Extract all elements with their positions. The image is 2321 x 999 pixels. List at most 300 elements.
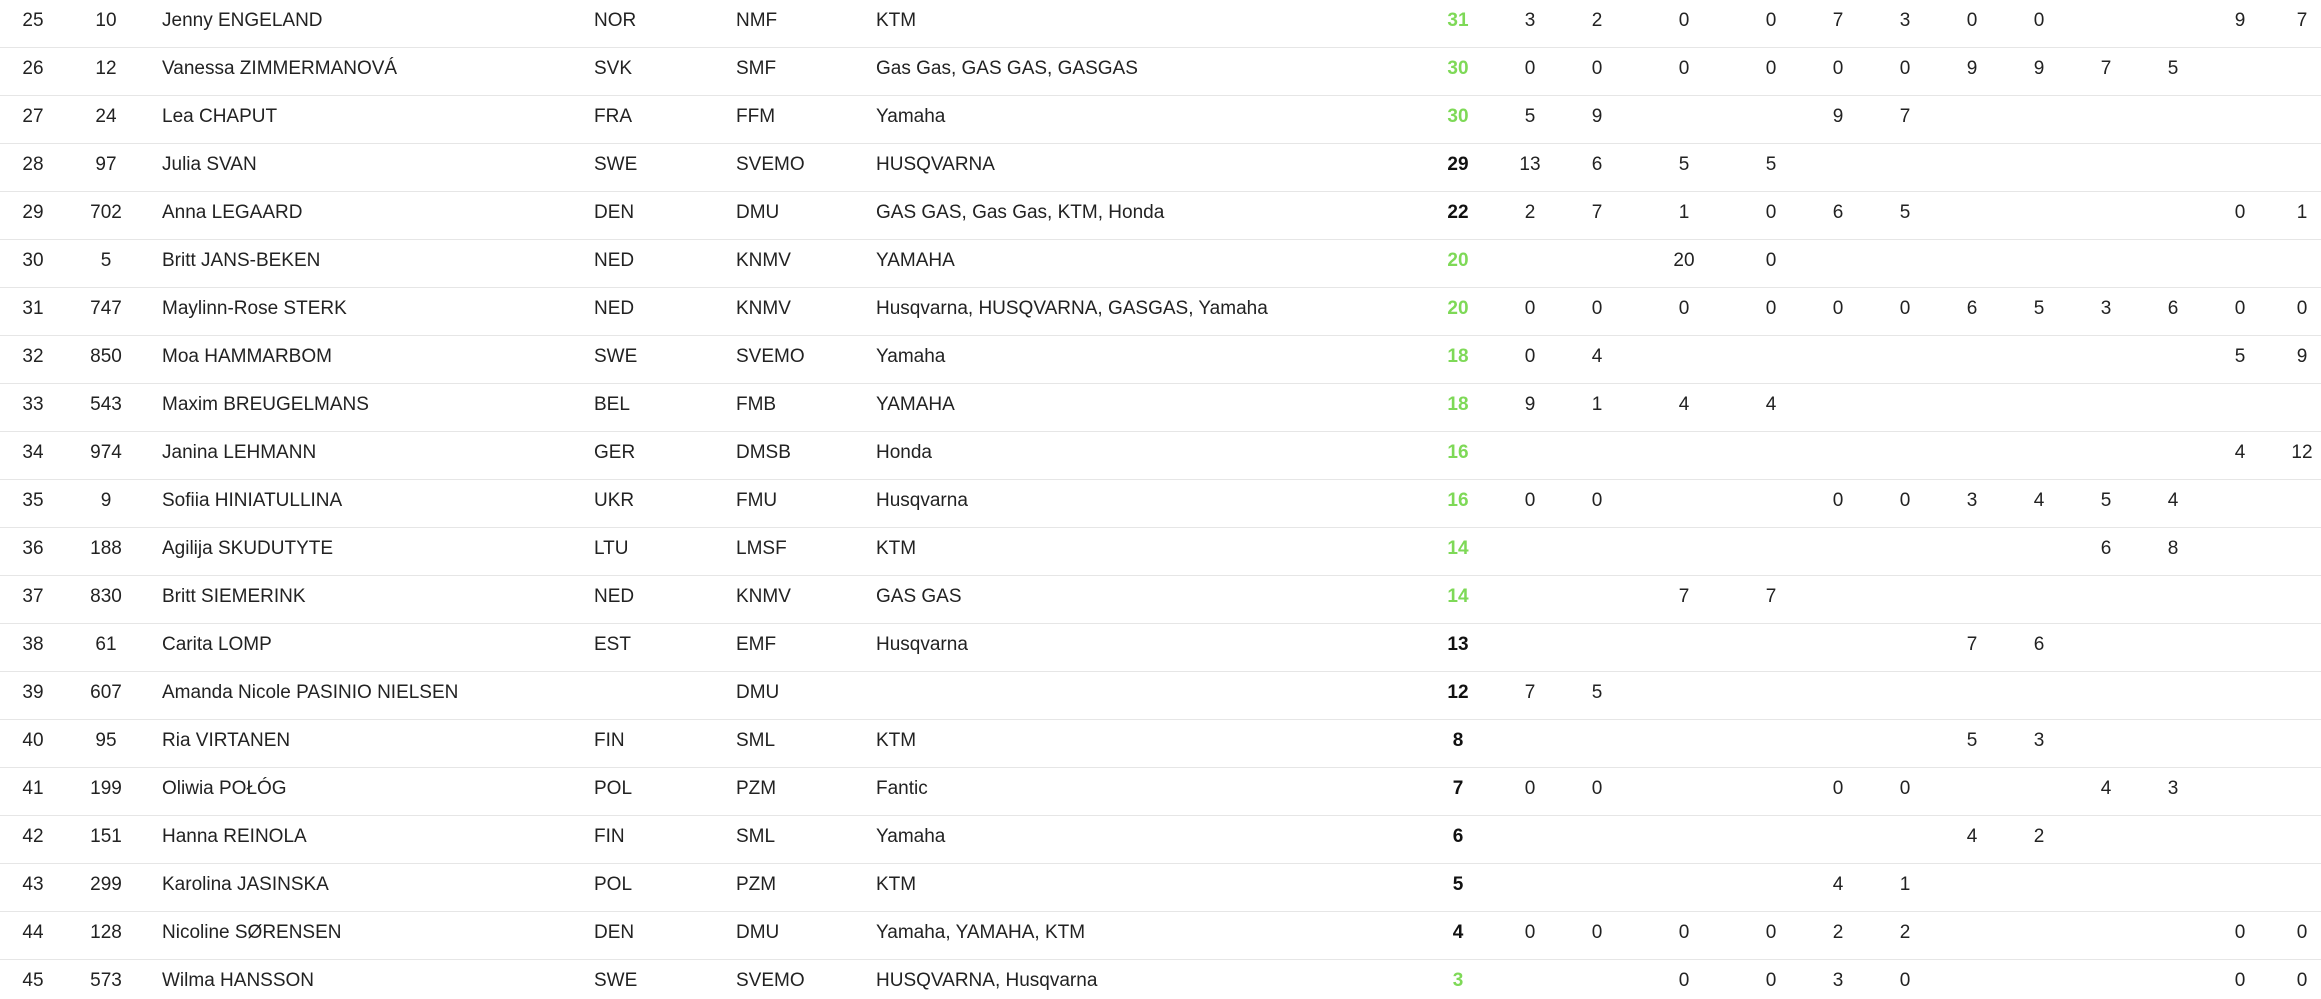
race-points-cell [2143, 384, 2203, 432]
race-points-cell: 3 [2033, 730, 2045, 751]
race-points-cell: 0 [1899, 58, 1911, 79]
rider-number-cell: 830 [90, 586, 122, 607]
rider-name-link[interactable]: Karolina JASINSKA [162, 874, 329, 895]
brand-cell: Fantic [876, 778, 928, 799]
race-points-cell [1500, 576, 1560, 624]
race-points-cell [1875, 240, 1935, 288]
table-row[interactable] [0, 912, 2321, 960]
race-points-cell [2210, 384, 2270, 432]
federation-cell: DMU [736, 202, 780, 223]
rider-number-cell: 607 [90, 682, 122, 703]
race-points-cell: 7 [1678, 586, 1690, 607]
race-points-cell [1500, 864, 1560, 912]
race-points-cell: 0 [1524, 490, 1536, 511]
race-points-cell [2272, 528, 2321, 576]
race-points-cell: 0 [1765, 922, 1777, 943]
rider-name-link[interactable]: Lea CHAPUT [162, 106, 278, 127]
brand-cell: Gas Gas, GAS GAS, GASGAS [876, 58, 1138, 79]
race-points-cell [2076, 624, 2136, 672]
race-points-cell [2143, 960, 2203, 999]
position-cell: 40 [22, 730, 44, 751]
brand-cell: Yamaha [876, 346, 946, 367]
race-points-cell [2272, 576, 2321, 624]
race-points-cell: 5 [2234, 346, 2246, 367]
race-points-cell: 1 [1678, 202, 1690, 223]
race-points-cell [2210, 864, 2270, 912]
position-cell: 36 [22, 538, 44, 559]
rider-number-cell: 5 [100, 250, 112, 271]
race-points-cell: 4 [1966, 826, 1978, 847]
race-points-cell [1500, 624, 1560, 672]
race-points-cell [2009, 192, 2069, 240]
table-row[interactable] [0, 432, 2321, 480]
rider-number-cell: 95 [95, 730, 117, 751]
race-points-cell: 7 [1591, 202, 1603, 223]
race-points-cell [2272, 864, 2321, 912]
race-points-cell [1942, 672, 2002, 720]
brand-cell: Yamaha, YAMAHA, KTM [876, 922, 1086, 943]
race-points-cell [2009, 960, 2069, 999]
rider-name-link[interactable]: Sofiia HINIATULLINA [162, 490, 343, 511]
nationality-cell: POL [594, 874, 633, 895]
race-points-cell [1567, 720, 1627, 768]
rider-name-link[interactable]: Maylinn-Rose STERK [162, 298, 347, 319]
race-points-cell [1567, 624, 1627, 672]
race-points-cell [1875, 144, 1935, 192]
race-points-cell [2143, 576, 2203, 624]
rider-name-link[interactable]: Britt JANS-BEKEN [162, 250, 321, 271]
points-cell: 30 [1447, 106, 1469, 127]
race-points-cell [1567, 960, 1627, 999]
table-row[interactable] [0, 624, 2321, 672]
rider-name-link[interactable]: Maxim BREUGELMANS [162, 394, 369, 415]
race-points-cell: 20 [1673, 250, 1695, 271]
race-points-cell: 0 [1899, 298, 1911, 319]
federation-cell: PZM [736, 778, 777, 799]
race-points-cell [2009, 432, 2069, 480]
race-points-cell [1741, 96, 1801, 144]
race-points-cell [1875, 672, 1935, 720]
race-points-cell [2272, 480, 2321, 528]
federation-cell: SVEMO [736, 346, 805, 367]
nationality-cell: SVK [594, 58, 633, 79]
table-row[interactable] [0, 192, 2321, 240]
race-points-cell [1942, 240, 2002, 288]
position-cell: 39 [22, 682, 44, 703]
federation-cell: NMF [736, 10, 778, 31]
race-points-cell [2272, 816, 2321, 864]
rider-number-cell: 199 [90, 778, 122, 799]
race-points-cell: 3 [1899, 10, 1911, 31]
rider-number-cell: 543 [90, 394, 122, 415]
race-points-cell [2272, 624, 2321, 672]
race-points-cell: 4 [2167, 490, 2179, 511]
race-points-cell [2076, 720, 2136, 768]
position-cell: 35 [22, 490, 44, 511]
race-points-cell [2143, 864, 2203, 912]
race-points-cell [2009, 768, 2069, 816]
rider-name-link[interactable]: Britt SIEMERINK [162, 586, 306, 607]
rider-name-link[interactable]: Carita LOMP [162, 634, 272, 655]
race-points-cell [2272, 144, 2321, 192]
race-points-cell [1942, 192, 2002, 240]
race-points-cell [1942, 912, 2002, 960]
race-points-cell [1741, 816, 1801, 864]
race-points-cell [1942, 528, 2002, 576]
race-points-cell [1808, 432, 1868, 480]
race-points-cell: 5 [1966, 730, 1978, 751]
nationality-cell: EST [594, 634, 631, 655]
federation-cell: DMU [736, 682, 780, 703]
race-points-cell: 4 [1591, 346, 1603, 367]
position-cell: 42 [22, 826, 44, 847]
brand-cell: KTM [876, 874, 917, 895]
race-points-cell [1654, 768, 1714, 816]
race-points-cell: 0 [1765, 58, 1777, 79]
race-points-cell [2143, 624, 2203, 672]
rider-name-link[interactable]: Jenny ENGELAND [162, 10, 323, 31]
race-points-cell: 2 [2033, 826, 2045, 847]
rider-number-cell: 702 [90, 202, 122, 223]
race-points-cell: 7 [2100, 58, 2112, 79]
rider-number-cell: 61 [95, 634, 117, 655]
race-points-cell [2143, 0, 2203, 48]
rider-number-cell: 128 [90, 922, 122, 943]
race-points-cell [1808, 720, 1868, 768]
nationality-cell: DEN [594, 202, 635, 223]
race-points-cell [2210, 816, 2270, 864]
race-points-cell [2009, 672, 2069, 720]
race-points-cell: 0 [2033, 10, 2045, 31]
table-row[interactable] [0, 768, 2321, 816]
position-cell: 44 [22, 922, 44, 943]
rider-name-link[interactable]: Janina LEHMANN [162, 442, 317, 463]
race-points-cell [2076, 144, 2136, 192]
federation-cell: SMF [736, 58, 777, 79]
race-points-cell [1942, 96, 2002, 144]
race-points-cell: 4 [1765, 394, 1777, 415]
race-points-cell [2009, 144, 2069, 192]
race-points-cell: 9 [1966, 58, 1978, 79]
race-points-cell [1942, 768, 2002, 816]
race-points-cell: 9 [2296, 346, 2308, 367]
table-row[interactable] [0, 96, 2321, 144]
race-points-cell [2210, 672, 2270, 720]
rider-name-link[interactable]: Moa HAMMARBOM [162, 346, 332, 367]
position-cell: 32 [22, 346, 44, 367]
race-points-cell [2076, 336, 2136, 384]
race-points-cell: 0 [2234, 922, 2246, 943]
rider-number-cell: 10 [95, 10, 117, 31]
race-points-cell: 5 [1765, 154, 1777, 175]
rider-name-link[interactable]: Ria VIRTANEN [162, 730, 291, 751]
federation-cell: LMSF [736, 538, 787, 559]
race-points-cell: 0 [1765, 250, 1777, 271]
race-points-cell: 1 [1591, 394, 1603, 415]
federation-cell: FMU [736, 490, 778, 511]
race-points-cell [1875, 624, 1935, 672]
race-points-cell: 0 [1899, 778, 1911, 799]
points-cell: 18 [1447, 346, 1469, 367]
race-points-cell [2009, 864, 2069, 912]
race-points-cell: 0 [1591, 490, 1603, 511]
race-points-cell: 4 [2033, 490, 2045, 511]
race-points-cell: 7 [1899, 106, 1911, 127]
race-points-cell [2210, 480, 2270, 528]
race-points-cell [2210, 720, 2270, 768]
race-points-cell [1654, 96, 1714, 144]
points-cell: 5 [1452, 874, 1464, 895]
race-points-cell: 9 [2234, 10, 2246, 31]
table-row[interactable] [0, 816, 2321, 864]
race-points-cell [2210, 624, 2270, 672]
table-row[interactable] [0, 144, 2321, 192]
race-points-cell: 5 [2100, 490, 2112, 511]
race-points-cell: 0 [1678, 58, 1690, 79]
race-points-cell [2076, 816, 2136, 864]
brand-cell: Husqvarna [876, 634, 968, 655]
race-points-cell [2210, 240, 2270, 288]
race-points-cell: 5 [1678, 154, 1690, 175]
race-points-cell [2272, 384, 2321, 432]
rider-name-link[interactable]: Julia SVAN [162, 154, 257, 175]
race-points-cell [1741, 624, 1801, 672]
points-cell: 16 [1447, 442, 1469, 463]
race-points-cell: 0 [1591, 778, 1603, 799]
race-points-cell [2009, 336, 2069, 384]
race-points-cell [1942, 576, 2002, 624]
race-points-cell: 0 [1678, 298, 1690, 319]
federation-cell: SML [736, 826, 776, 847]
race-points-cell: 0 [1678, 10, 1690, 31]
race-points-cell [1942, 336, 2002, 384]
race-points-cell [2210, 576, 2270, 624]
brand-cell: GAS GAS [876, 586, 962, 607]
race-points-cell [2272, 48, 2321, 96]
rider-name-link[interactable]: Agilija SKUDUTYTE [162, 538, 334, 559]
table-row[interactable] [0, 0, 2321, 48]
race-points-cell: 7 [1765, 586, 1777, 607]
race-points-cell [2009, 240, 2069, 288]
table-row[interactable] [0, 240, 2321, 288]
points-cell: 29 [1447, 154, 1469, 175]
race-points-cell: 5 [2033, 298, 2045, 319]
race-points-cell [2210, 96, 2270, 144]
race-points-cell: 9 [1524, 394, 1536, 415]
race-points-cell: 4 [1678, 394, 1690, 415]
race-points-cell: 6 [2100, 538, 2112, 559]
position-cell: 38 [22, 634, 44, 655]
race-points-cell [1808, 672, 1868, 720]
race-points-cell: 3 [2100, 298, 2112, 319]
race-points-cell [2143, 816, 2203, 864]
points-cell: 18 [1447, 394, 1469, 415]
race-points-cell [2076, 0, 2136, 48]
position-cell: 41 [22, 778, 44, 799]
race-points-cell [2076, 192, 2136, 240]
race-points-cell: 6 [1832, 202, 1844, 223]
rider-name-link[interactable]: Oliwia POŁÓG [162, 778, 287, 799]
race-points-cell: 7 [1832, 10, 1844, 31]
race-points-cell: 5 [2167, 58, 2179, 79]
race-points-cell [2272, 672, 2321, 720]
nationality-cell: SWE [594, 970, 638, 991]
race-points-cell [1875, 336, 1935, 384]
race-points-cell [1500, 816, 1560, 864]
race-points-cell: 0 [1591, 58, 1603, 79]
rider-name-link[interactable]: Nicoline SØRENSEN [162, 922, 342, 943]
table-row[interactable] [0, 576, 2321, 624]
race-points-cell [1808, 816, 1868, 864]
race-points-cell [2076, 576, 2136, 624]
race-points-cell [2272, 720, 2321, 768]
race-points-cell: 3 [1966, 490, 1978, 511]
position-cell: 43 [22, 874, 44, 895]
race-points-cell: 0 [1678, 970, 1690, 991]
race-points-cell: 0 [1765, 202, 1777, 223]
rider-number-cell: 9 [100, 490, 112, 511]
position-cell: 31 [22, 298, 44, 319]
table-row[interactable] [0, 720, 2321, 768]
rider-name-link[interactable]: Amanda Nicole PASINIO NIELSEN [162, 682, 459, 703]
points-cell: 7 [1452, 778, 1464, 799]
race-points-cell: 2 [1524, 202, 1536, 223]
nationality-cell: FIN [594, 826, 625, 847]
brand-cell: YAMAHA [876, 394, 955, 415]
table-row[interactable] [0, 672, 2321, 720]
race-points-cell [2076, 672, 2136, 720]
race-points-cell: 13 [1519, 154, 1541, 175]
rider-name-link[interactable]: Hanna REINOLA [162, 826, 307, 847]
race-points-cell: 5 [1591, 682, 1603, 703]
race-points-cell: 5 [1899, 202, 1911, 223]
rider-number-cell: 151 [90, 826, 122, 847]
race-points-cell [1741, 768, 1801, 816]
race-points-cell: 7 [1524, 682, 1536, 703]
race-points-cell [2210, 768, 2270, 816]
race-points-cell [1567, 576, 1627, 624]
rider-number-cell: 974 [90, 442, 122, 463]
nationality-cell: SWE [594, 154, 638, 175]
brand-cell: Yamaha [876, 826, 946, 847]
nationality-cell: FRA [594, 106, 632, 127]
race-points-cell: 6 [2033, 634, 2045, 655]
race-points-cell [1875, 720, 1935, 768]
position-cell: 28 [22, 154, 44, 175]
race-points-cell [1808, 576, 1868, 624]
federation-cell: DMSB [736, 442, 791, 463]
race-points-cell [2143, 336, 2203, 384]
race-points-cell [1654, 480, 1714, 528]
points-cell: 20 [1447, 298, 1469, 319]
brand-cell: Honda [876, 442, 932, 463]
table-row[interactable] [0, 336, 2321, 384]
race-points-cell [1741, 864, 1801, 912]
brand-cell: Husqvarna [876, 490, 968, 511]
race-points-cell [1875, 384, 1935, 432]
federation-cell: KNMV [736, 298, 791, 319]
race-points-cell: 1 [2296, 202, 2308, 223]
race-points-cell: 7 [2296, 10, 2308, 31]
race-points-cell: 0 [1765, 970, 1777, 991]
race-points-cell [1808, 528, 1868, 576]
race-points-cell [2210, 528, 2270, 576]
race-points-cell: 2 [1832, 922, 1844, 943]
position-cell: 30 [22, 250, 44, 271]
federation-cell: SVEMO [736, 970, 805, 991]
race-points-cell [2272, 240, 2321, 288]
race-points-cell [2009, 912, 2069, 960]
race-points-cell [2009, 384, 2069, 432]
points-cell: 14 [1447, 538, 1469, 559]
rider-number-cell: 12 [95, 58, 117, 79]
race-points-cell [1875, 576, 1935, 624]
race-points-cell [1654, 864, 1714, 912]
race-points-cell [2143, 144, 2203, 192]
rider-name-link[interactable]: Anna LEGAARD [162, 202, 303, 223]
federation-cell: DMU [736, 922, 780, 943]
race-points-cell: 12 [2291, 442, 2313, 463]
race-points-cell: 9 [2033, 58, 2045, 79]
race-points-cell [2143, 240, 2203, 288]
race-points-cell [1654, 672, 1714, 720]
table-row[interactable] [0, 528, 2321, 576]
position-cell: 27 [22, 106, 44, 127]
table-row[interactable] [0, 864, 2321, 912]
position-cell: 26 [22, 58, 44, 79]
race-points-cell [2143, 912, 2203, 960]
table-row[interactable] [0, 288, 2321, 336]
brand-cell [876, 672, 1396, 720]
race-points-cell: 0 [1524, 346, 1536, 367]
race-points-cell [1741, 336, 1801, 384]
rider-name-link[interactable]: Wilma HANSSON [162, 970, 315, 991]
race-points-cell [1741, 720, 1801, 768]
rider-number-cell: 97 [95, 154, 117, 175]
race-points-cell: 0 [1678, 922, 1690, 943]
race-points-cell [1875, 528, 1935, 576]
nationality-cell [594, 672, 724, 720]
race-points-cell: 0 [1524, 922, 1536, 943]
race-points-cell [1808, 384, 1868, 432]
race-points-cell [1500, 528, 1560, 576]
race-points-cell [2143, 720, 2203, 768]
race-points-cell [1875, 432, 1935, 480]
federation-cell: SVEMO [736, 154, 805, 175]
rider-number-cell: 573 [90, 970, 122, 991]
position-cell: 29 [22, 202, 44, 223]
table-row[interactable] [0, 480, 2321, 528]
race-points-cell: 3 [2167, 778, 2179, 799]
race-points-cell [2272, 96, 2321, 144]
table-row[interactable] [0, 960, 2321, 999]
nationality-cell: NOR [594, 10, 637, 31]
race-points-cell [2009, 528, 2069, 576]
race-points-cell: 1 [1899, 874, 1911, 895]
race-points-cell: 0 [2296, 970, 2308, 991]
table-row[interactable] [0, 48, 2321, 96]
table-row[interactable] [0, 384, 2321, 432]
race-points-cell [1654, 720, 1714, 768]
race-points-cell: 0 [1832, 490, 1844, 511]
race-points-cell: 0 [1832, 58, 1844, 79]
points-cell: 22 [1447, 202, 1469, 223]
rider-name-link[interactable]: Vanessa ZIMMERMANOVÁ [162, 58, 398, 79]
points-cell: 14 [1447, 586, 1469, 607]
federation-cell: FFM [736, 106, 776, 127]
brand-cell: KTM [876, 10, 917, 31]
race-points-cell [2143, 96, 2203, 144]
